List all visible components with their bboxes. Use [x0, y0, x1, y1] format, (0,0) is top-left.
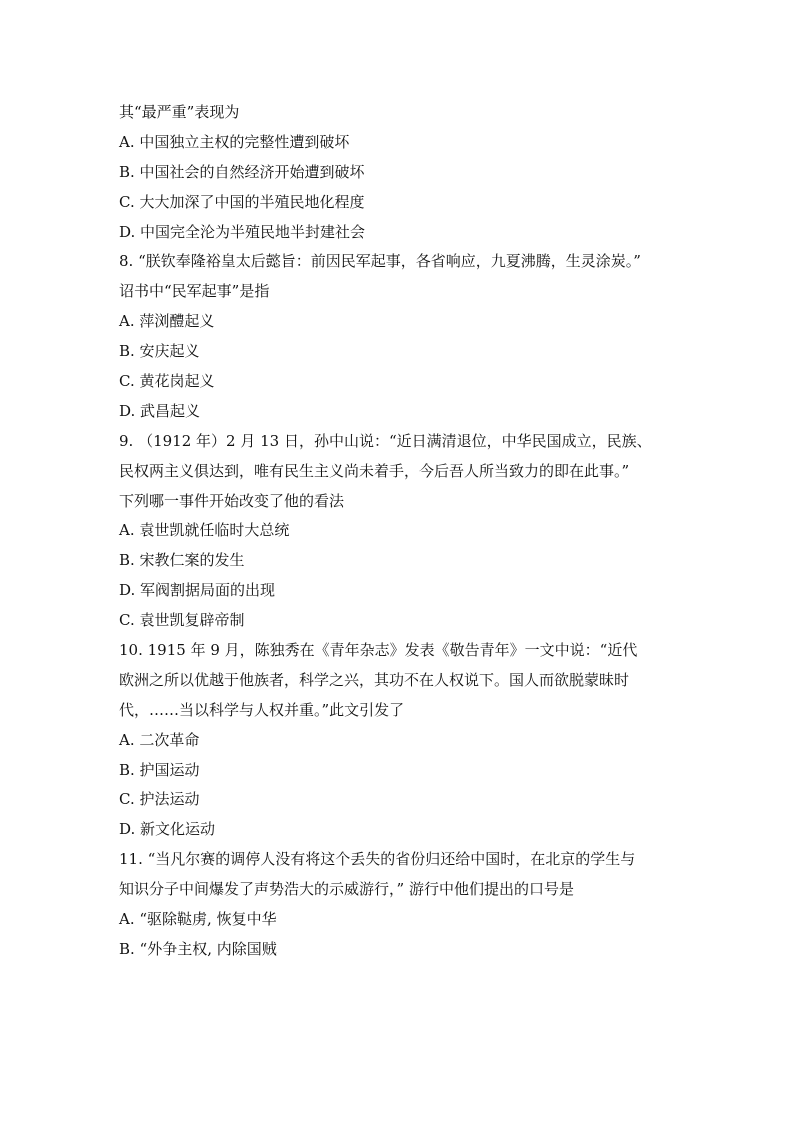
option-a: A. 袁世凯就任临时大总统 [119, 521, 290, 540]
option-b: B. 安庆起义 [119, 342, 200, 361]
document-body [119, 98, 679, 965]
option-b: B. “外争主权, 内除国贼 [119, 939, 277, 958]
option-d: D. 军阀割据局面的出现 [119, 581, 276, 600]
option-c: C. 大大加深了中国的半殖民地化程度 [119, 192, 365, 211]
option-d: D. 新文化运动 [119, 820, 216, 839]
option-c: C. 黄花岗起义 [119, 372, 215, 391]
option-a: A. 中国独立主权的完整性遭到破坏 [119, 132, 350, 151]
option-d: D. 中国完全沦为半殖民地半封建社会 [119, 222, 366, 241]
option-c: C. 护法运动 [119, 790, 200, 809]
question-8-stem: 8. “朕钦奉隆裕皇太后懿旨：前因民军起事，各省响应，九夏沸腾，生灵涂炭。” [119, 252, 641, 271]
question-10-stem-continued: 欧洲之所以优越于他族者，科学之兴，其功不在人权说下。国人而欲脱蒙昧时 [119, 670, 630, 689]
option-b: B. 护国运动 [119, 760, 200, 779]
option-b: B. 宋教仁案的发生 [119, 551, 245, 570]
option-a: A. 二次革命 [119, 730, 200, 749]
question-11-stem: 11. “当凡尔赛的调停人没有将这个丢失的省份归还给中国时，在北京的学生与 [119, 850, 636, 869]
question-9-stem-continued: 下列哪一事件开始改变了他的看法 [119, 491, 345, 510]
option-b: B. 中国社会的自然经济开始遭到破坏 [119, 162, 365, 181]
option-d: D. 武昌起义 [119, 401, 201, 420]
option-a: A. “驱除鞑虏, 恢复中华 [119, 910, 277, 929]
text-line: 其“最严重”表现为 [119, 103, 240, 121]
question-8-stem-continued: 诏书中“民军起事”是指 [119, 282, 270, 301]
option-a: A. 萍浏醴起义 [119, 312, 215, 331]
question-10-stem: 10. 1915 年 9 月，陈独秀在《青年杂志》发表《敬告青年》一文中说：“近代 [119, 641, 638, 660]
question-10-stem-continued: 代，……当以科学与人权并重。”此文引发了 [119, 700, 405, 719]
question-9-stem: 9. （1912 年）2 月 13 日，孙中山说：“近日满清退位，中华民国成立，民族、 [119, 431, 652, 450]
question-11-stem-continued: 知识分子中间爆发了声势浩大的示威游行，” 游行中他们提出的口号是 [119, 880, 574, 899]
question-9-stem-continued: 民权两主义俱达到，唯有民生主义尚未着手，今后吾人所当致力的即在此事。” [119, 461, 630, 480]
option-c: C. 袁世凯复辟帝制 [119, 611, 245, 630]
